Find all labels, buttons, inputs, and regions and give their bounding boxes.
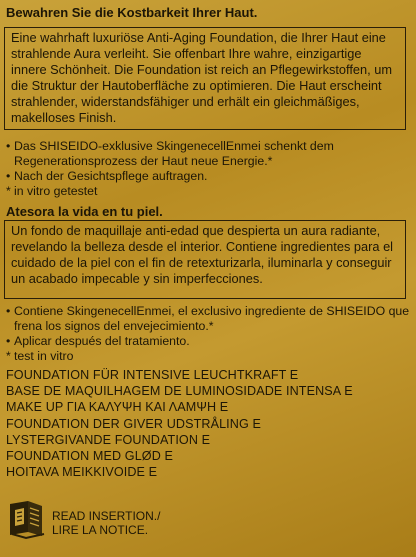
spanish-notes [6, 304, 412, 364]
read-insertion-text: READ INSERTION./ LIRE LA NOTICE. [52, 509, 161, 537]
read-insertion-notice [8, 500, 218, 540]
german-description-box [4, 27, 406, 130]
product-name-line: FOUNDATION MED GLØD E [6, 449, 173, 464]
german-note: • Das SHISEIDO-exklusive SkingenecellEnmei schenkt dem Regenerationsprozess der Haut neue Energie.* [6, 139, 334, 168]
multilingual-product-names [6, 367, 412, 480]
product-name-line: BASE DE MAQUILHAGEM DE LUMINOSIDADE INTENSA E [6, 384, 353, 399]
read-insert-icon [8, 500, 46, 540]
spanish-description: Un fondo de maquillaje anti-edad que despierta un aura radiante, revelando la belleza desde el interior. Contiene ingredientes para el cuidado de la piel con el fin de retexturizarla, iluminarla y conseguir un acabado impecable y sin imperfecciones. [11, 223, 394, 286]
german-note: • Nach der Gesichtspflege auftragen. [6, 169, 208, 183]
german-notes [6, 139, 412, 199]
product-name-line: FOUNDATION FÜR INTENSIVE LEUCHTKRAFT E [6, 368, 299, 382]
spanish-footnote: * test in vitro [6, 349, 74, 363]
german-footnote: * in vitro getestet [6, 184, 98, 198]
product-name-line: FOUNDATION DER GIVER UDSTRÅLING E [6, 416, 261, 431]
spanish-heading: Atesora la vida en tu piel. [6, 204, 163, 219]
spanish-description-box [4, 220, 406, 299]
product-name-line: HOITAVA MEIKKIVOIDE E [6, 465, 158, 480]
spanish-note: • Aplicar después del tratamiento. [6, 334, 190, 348]
product-name-line: MAKE UP ΓΙΑ ΚΑΛΥΨΗ ΚΑΙ ΛΑΜΨΗ E [6, 400, 229, 415]
product-name-line: LYSTERGIVANDE FOUNDATION E [6, 432, 211, 447]
german-heading: Bewahren Sie die Kostbarkeit Ihrer Haut. [6, 5, 258, 20]
spanish-note: • Contiene SkingenecellEnmei, el exclusivo ingrediente de SHISEIDO que frena los signos del envejecimiento.* [6, 304, 410, 333]
german-description: Eine wahrhaft luxuriöse Anti-Aging Foundation, die Ihrer Haut eine strahlende Aura verleiht. Sie offenbart Ihre wahre, einzigartige innere Schönheit. Die Foundation ist reich an Pflegewirkstoffen, um die Struktur der Hautoberfläche zu optimieren. Die Haut erscheint strahlender, widerstandsfähiger und erhält ein gleichmäßiges, makelloses Finish. [11, 30, 393, 125]
